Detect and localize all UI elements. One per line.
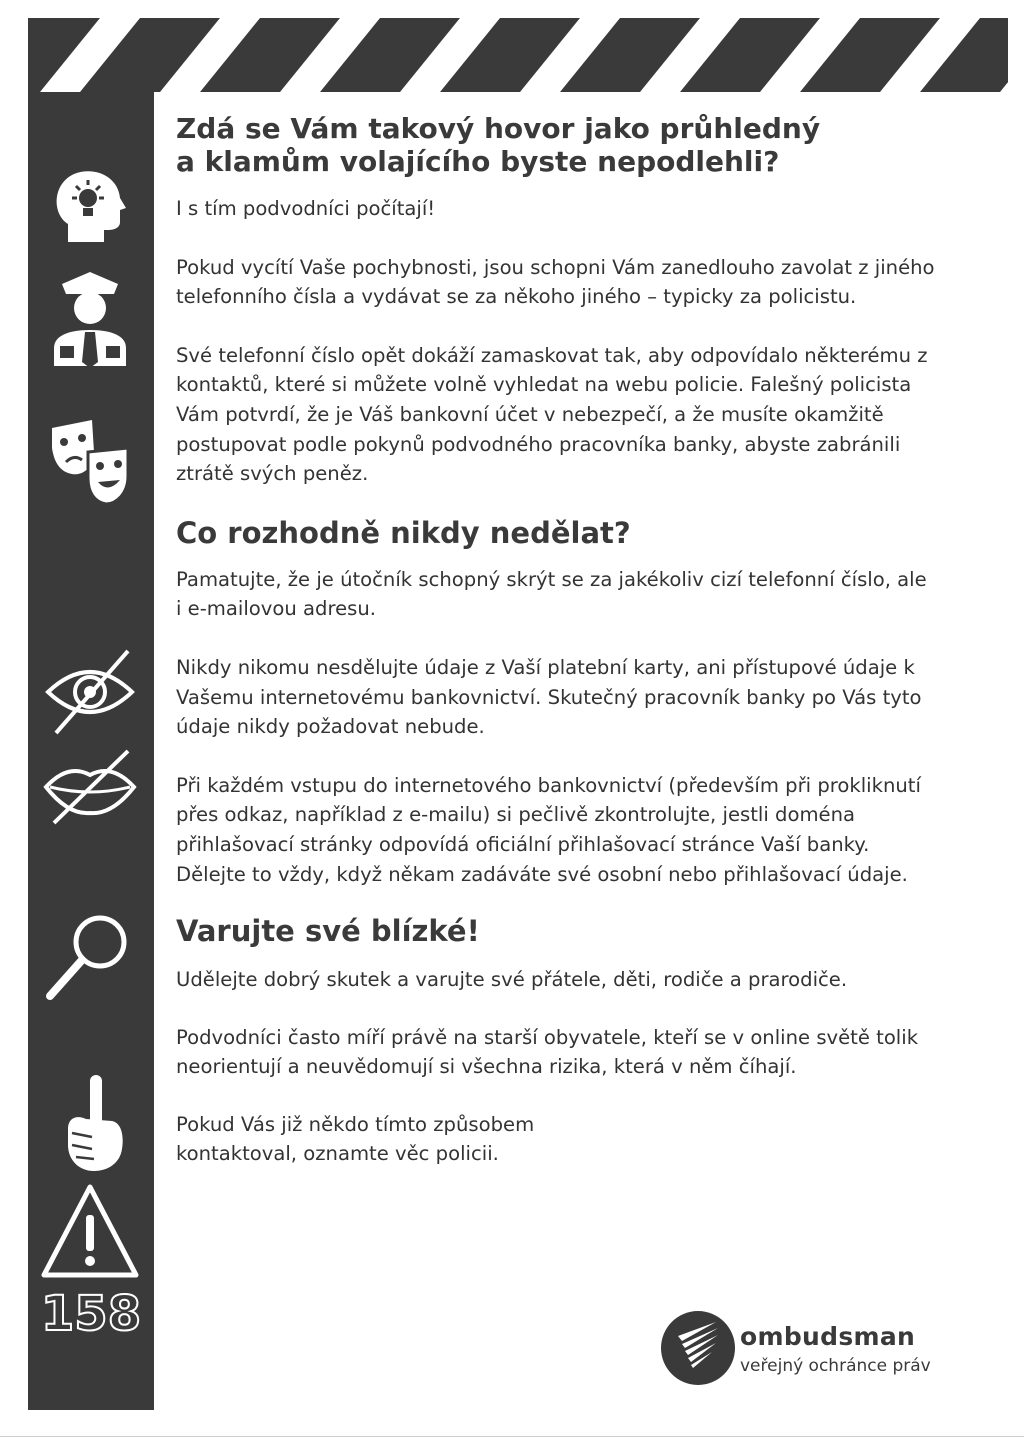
- paragraph-4: Nikdy nikomu nesdělujte údaje z Vaší platební karty, ani přístupové údaje k Vašemu internetovému bankovnictví. Skutečný pracovník banky po Vás tyto údaje nikdy požadovat nebude.: [176, 655, 922, 739]
- heading-what-never-do: Co rozhodně nikdy nedělat?: [176, 515, 631, 550]
- paragraph-5: Při každém vstupu do internetového bankovnictví (především při prokliknutí přes odkaz, například z e-mailu) si pečlivě zkontrolujte, jestli doména přihlašovací stránky odpovídá oficiální přihlašovací stránce Vaší banky. Dělejte to vždy, když někam zadáváte své osobní nebo přihlašovací údaje.: [176, 773, 921, 886]
- magnifier-icon: [28, 902, 154, 1012]
- ombudsman-logo: [660, 1310, 950, 1390]
- paragraph-8: Pokud Vás již někdo tímto způsobem kontaktoval, oznamte věc policii.: [176, 1112, 535, 1166]
- heading1-line2: a klamům volajícího byste nepodlehli?: [176, 145, 780, 178]
- heading1-line1: Zdá se Vám takový hovor jako průhledný: [176, 112, 821, 145]
- top-stripe-band: [0, 0, 1024, 96]
- logo-subtitle: veřejný ochránce práv: [740, 1356, 931, 1376]
- raised-finger-icon: [28, 1067, 154, 1177]
- paragraph-6: Udělejte dobrý skutek a varujte své přátele, děti, rodiče a prarodiče.: [176, 968, 848, 992]
- ombudsman-emblem-icon: [660, 1310, 736, 1386]
- emergency-number-158: [28, 1284, 154, 1340]
- emergency-number-text: 158: [40, 1286, 142, 1340]
- police-officer-icon: [28, 262, 154, 372]
- heading-transparent-call: [176, 112, 936, 178]
- bottom-rule: [0, 1436, 1024, 1437]
- paragraph-7: Podvodníci často míří právě na starší obyvatele, kteří se v online světě tolik neorientují a neuvědomují si všechna rizika, která v něm číhají.: [176, 1025, 919, 1079]
- logo-name: ombudsman: [740, 1322, 916, 1351]
- crossed-eye-icon: [28, 647, 154, 737]
- crossed-lips-icon: [28, 747, 154, 827]
- heading-warn-relatives: Varujte své blízké!: [176, 914, 480, 949]
- intro-text: I s tím podvodníci počítají!: [176, 197, 436, 220]
- main-content: [176, 112, 936, 1169]
- paragraph-3: Pamatujte, že je útočník schopný skrýt se za jakékoliv cizí telefonní číslo, ale i e-mailovou adresu.: [176, 567, 927, 621]
- sidebar: [28, 92, 154, 1410]
- warning-triangle-icon: [28, 1177, 154, 1287]
- paragraph-1: Pokud vycítí Vaše pochybnosti, jsou schopni Vám zanedlouho zavolat z jiného telefonního čísla a vydávat se za někoho jiného – typicky za policistu.: [176, 255, 935, 309]
- theatre-masks-icon: [28, 412, 154, 512]
- lightbulb-head-icon: [28, 162, 154, 252]
- paragraph-2: Své telefonní číslo opět dokáží zamaskovat tak, aby odpovídalo některému z kontaktů, které si můžete volně vyhledat na webu policie. Falešný policista Vám potvrdí, že je Váš bankovní účet v nebezpečí, a že musíte okamžitě postupovat podle pokynů podvodného pracovníka banky, abyste zabránili ztrátě svých peněz.: [176, 343, 928, 486]
